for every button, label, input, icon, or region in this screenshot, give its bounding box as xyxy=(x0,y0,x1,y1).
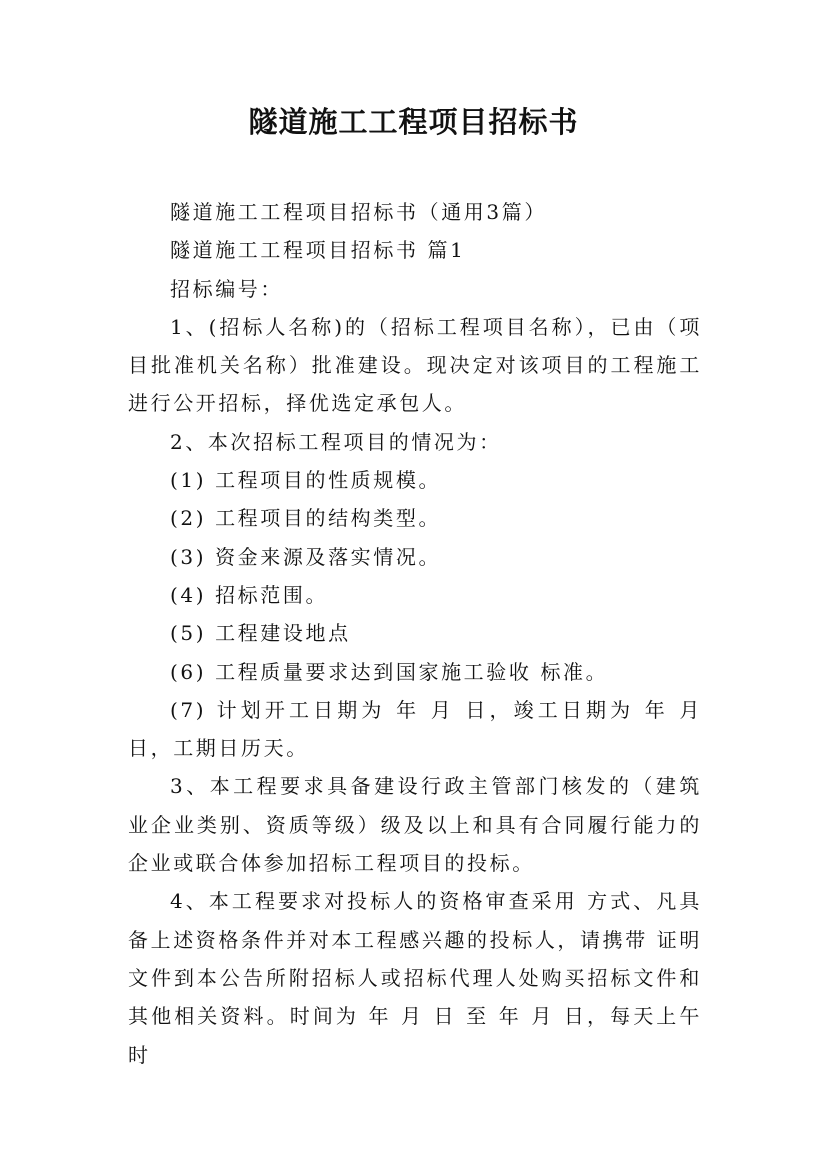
paragraph-subtitle: 隧道施工工程项目招标书（通用3篇） xyxy=(170,200,547,224)
paragraph-sub-5: (5) 工程建设地点 xyxy=(170,621,351,646)
paragraph-item-1: 1、(招标人名称)的（招标工程项目名称），已由（项目批准机关名称）批准建设。现决定对该项目的工程施工进行公开招标，择优选定承包人。 xyxy=(128,314,702,416)
paragraph-sub-2: (2) 工程项目的结构类型。 xyxy=(170,506,442,531)
paragraph-item-2: 2、本次招标工程项目的情况为： xyxy=(170,429,502,454)
document-title: 隧道施工工程项目招标书 xyxy=(248,105,579,139)
paragraph-sub-3: (3) 资金来源及落实情况。 xyxy=(170,544,442,569)
paragraph-sub-7: (7) 计划开工日期为 年 月 日，竣工日期为 年 月 日，工期日历天。 xyxy=(128,697,702,761)
paragraph-sub-6: (6) 工程质量要求达到国家施工验收 标准。 xyxy=(170,659,609,684)
paragraph-section-heading: 隧道施工工程项目招标书 篇1 xyxy=(170,238,466,263)
paragraph-item-3: 3、本工程要求具备建设行政主管部门核发的（建筑业企业类别、资质等级）级及以上和具有合同履行能力的企业或联合体参加招标工程项目的投标。 xyxy=(128,774,702,876)
paragraph-sub-4: (4) 招标范围。 xyxy=(170,582,329,607)
paragraph-bid-number: 招标编号： xyxy=(170,276,283,301)
document-body xyxy=(128,193,702,1074)
paragraph-sub-1: (1) 工程项目的性质规模。 xyxy=(170,468,442,493)
paragraph-item-4: 4、本工程要求对投标人的资格审查采用 方式、凡具备上述资格条件并对本工程感兴趣的投标人，请携带 证明文件到本公告所附招标人或招标代理人处购买招标文件和其他相关资料。时间为 年 月 日 至 年 月 日，每天上午 时 xyxy=(128,889,702,1067)
